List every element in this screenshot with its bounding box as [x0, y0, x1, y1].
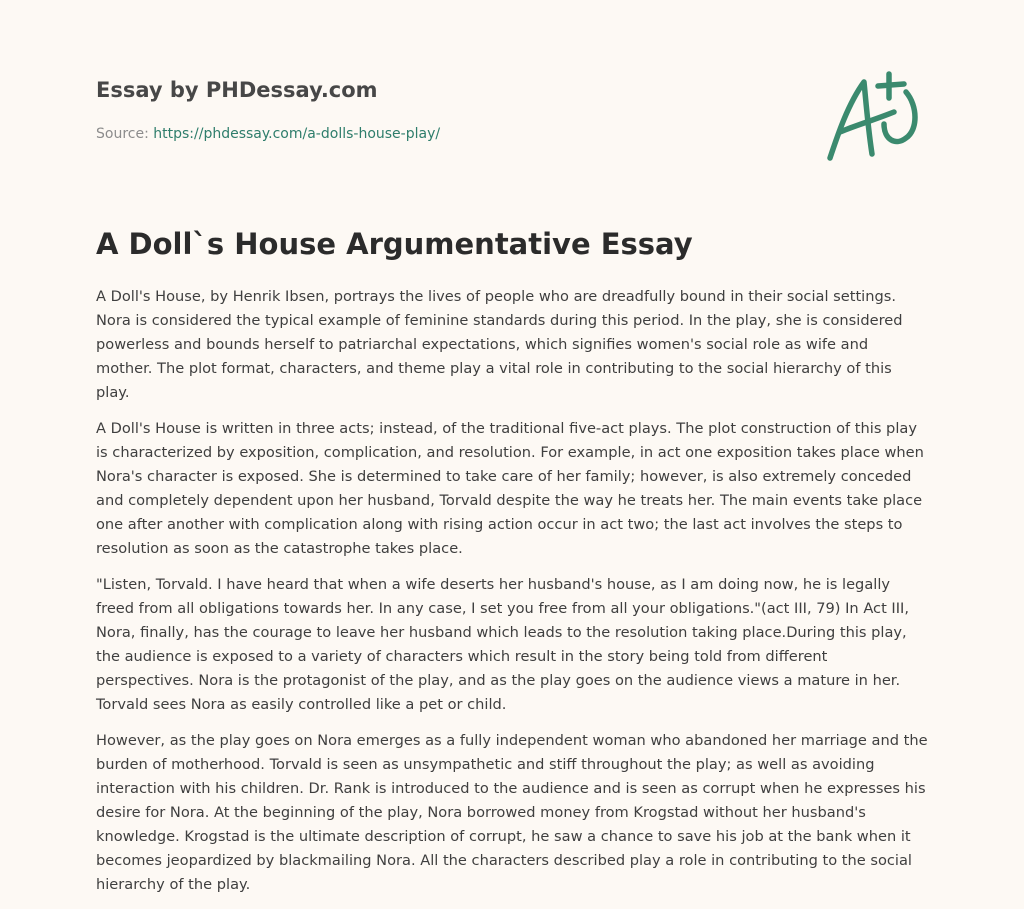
- source-line: [96, 124, 796, 144]
- page-header: [96, 76, 796, 144]
- essay-paragraph: "Listen, Torvald. I have heard that when a wife deserts her husband's house, as I am doing now, he is legally freed from all obligations towards her. In any case, I set you free from all your obligations."(act III, 79) In Act III, Nora, finally, has the courage to leave her husband which leads to the resolution taking place.During this play, the audience is exposed to a variety of characters which result in the story being told from different perspectives. Nora is the protagonist of the play, and as the play goes on the audience views a mature in her. Torvald sees Nora as easily controlled like a pet or child.: [96, 576, 909, 713]
- brand-title: Essay by PHDessay.com: [96, 78, 378, 102]
- a-plus-grade-logo-icon: [822, 68, 926, 164]
- essay-paragraph: A Doll's House, by Henrik Ibsen, portrays the lives of people who are dreadfully bound in their social settings. Nora is considered the typical example of feminine standards during this period. In the play, she is considered powerless and bounds herself to patriarchal expectations, which signifies women's social role as wife and mother. The plot format, characters, and theme play a vital role in contributing to the social hierarchy of this play.: [96, 288, 903, 401]
- essay-title: A Doll`s House Argumentative Essay: [96, 227, 693, 261]
- source-label: Source:: [96, 126, 149, 142]
- source-link[interactable]: https://phdessay.com/a-dolls-house-play/: [153, 126, 441, 142]
- essay-paragraph: A Doll's House is written in three acts; instead, of the traditional five-act plays. The plot construction of this play is characterized by exposition, complication, and resolution. For example, in act one exposition takes place when Nora's character is exposed. She is determined to take care of her family; however, is also extremely conceded and completely dependent upon her husband, Torvald despite the way he treats her. The main events take place one after another with complication along with rising action occur in act two; the last act involves the steps to resolution as soon as the catastrophe takes place.: [96, 420, 924, 557]
- essay-paragraph: However, as the play goes on Nora emerges as a fully independent woman who abandoned her marriage and the burden of motherhood. Torvald is seen as unsympathetic and stiff throughout the play; as well as avoiding interaction with his children. Dr. Rank is introduced to the audience and is seen as corrupt when he expresses his desire for Nora. At the beginning of the play, Nora borrowed money from Krogstad without her husband's knowledge. Krogstad is the ultimate description of corrupt, he saw a chance to save his job at the bank when it becomes jeopardized by blackmailing Nora. All the characters described play a role in contributing to the social hierarchy of the play.: [96, 732, 928, 893]
- essay-body: [96, 285, 928, 909]
